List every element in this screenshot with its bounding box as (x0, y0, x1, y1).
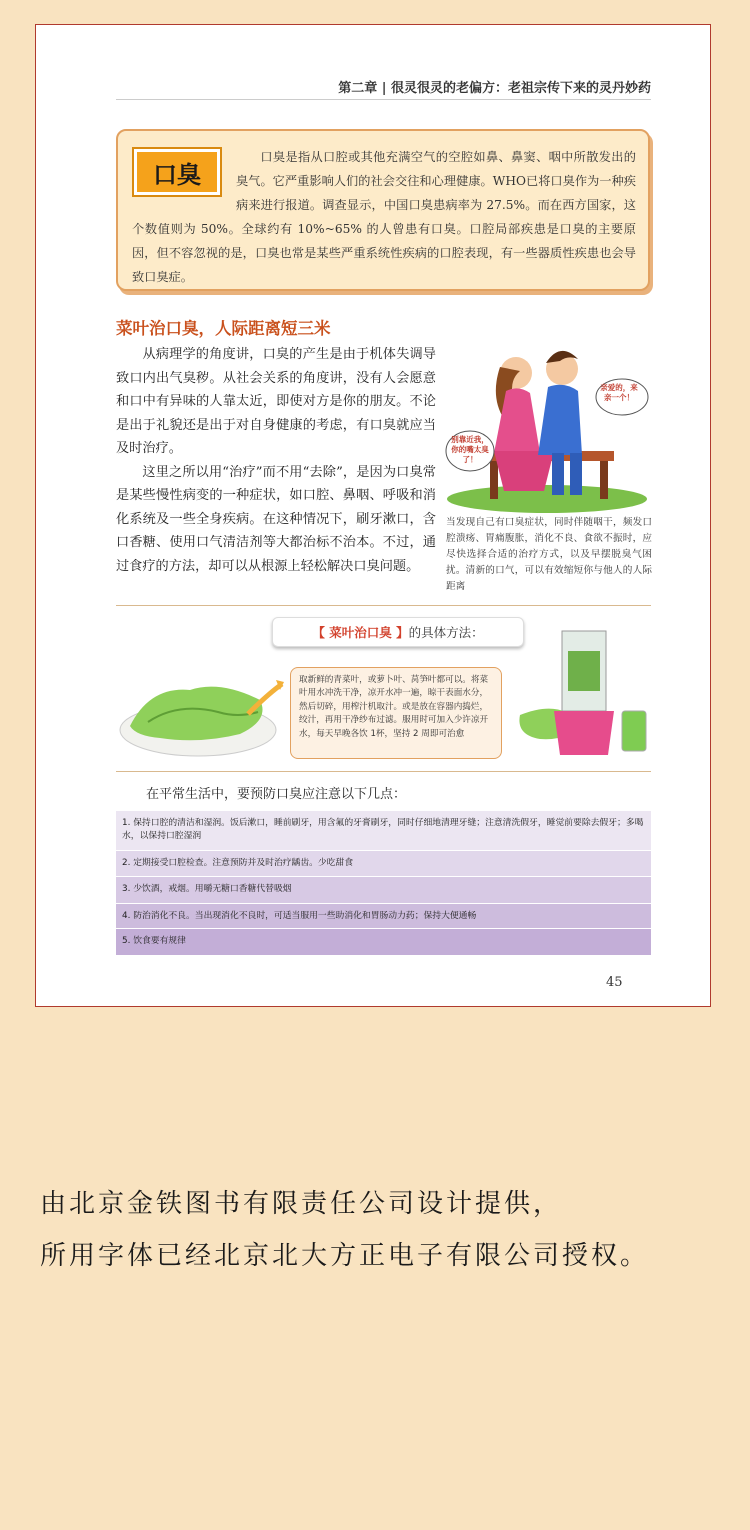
juicer-image (510, 611, 650, 761)
couple-illustration (444, 333, 650, 513)
method-banner (272, 617, 524, 647)
tip-item: 5. 饮食要有规律 (116, 929, 651, 955)
section-body (116, 343, 436, 578)
speech-bubble-woman: 别靠近我，你的嘴太臭了！ (451, 435, 489, 464)
method-divider (116, 771, 651, 772)
header-divider (116, 99, 651, 100)
recipe-box: 取新鲜的青菜叶，或萝卜叶、莴笋叶都可以。将菜叶用水冲洗干净，凉开水冲一遍，晾干表面水分，然后切碎，用榨汁机取汁。或是放在容器内捣烂，绞汁，再用干净纱布过滤。服用时可加入少许凉开水，每天早晚各饮 1杯，坚持 2 周即可治愈 (290, 667, 502, 759)
lettuce-plate-image (118, 660, 284, 760)
definition-text-wrap (132, 145, 636, 289)
section-divider (116, 605, 651, 606)
tips-list (116, 811, 651, 955)
definition-text: 口臭是指从口腔或其他充满空气的空腔如鼻、鼻窦、咽中所散发出的臭气。它严重影响人们的社会交往和心理健康。WHO已将口臭作为一种疾病来进行报道。调查显示，中国口臭患病率为 27.5%。而在西方国家，这个数值则为 50%。全球约有 10%~65% 的人曾患有口臭。口腔局部疾患是口臭的主要原因，但不容忽视的是，口臭也常是某些严重系统性疾病的口腔表现，有一些器质性疾患也会导致口臭症。 (132, 150, 636, 284)
section-title: 菜叶治口臭，人际距离短三米 (116, 319, 331, 338)
definition-badge: 口臭 (134, 149, 220, 195)
illustration-caption: 当发现自己有口臭症状，同时伴随咽干，频发口腔溃疡、胃痛腹胀，消化不良、食欲不振时，应尽快选择合适的治疗方式，以及早摆脱臭气困扰。清新的口气，可以有效缩短你与他人的人际距离 (446, 517, 652, 592)
publisher-credits (40, 1178, 730, 1282)
method-banner-rest: 的具体方法： (408, 625, 484, 640)
paragraph-1: 从病理学的角度讲，口臭的产生是由于机体失调导致口内出气臭秽。从社会关系的角度讲，没有人会愿意和口中有异味的人靠太近，即使对方是你的朋友。不论是出于礼貌还是出于对自身健康的考虑，有口臭就应当及时治疗。 (116, 347, 436, 456)
page-number: 45 (606, 975, 623, 990)
tips-intro: 在平常生活中，要预防口臭应注意以下几点： (146, 787, 407, 802)
tip-item: 4. 防治消化不良。当出现消化不良时，可适当服用一些助消化和胃肠动力药；保持大便通畅 (116, 904, 651, 929)
paragraph-2: 这里之所以用“治疗”而不用“去除”，是因为口臭常是某些慢性病变的一种症状，如口腔、鼻咽、呼吸和消化系统及一些全身疾病。在这种情况下，刷牙漱口，含口香糖、使用口气清洁剂等大都治标不治本。不过，通过食疗的方法，却可以从根源上轻松解决口臭问题。 (116, 464, 436, 574)
credits-line-2: 所用字体已经北京北大方正电子有限公司授权。 (40, 1241, 650, 1271)
speech-bubble-man: 亲爱的，来亲一个！ (600, 383, 638, 402)
tip-item: 3. 少饮酒，戒烟。用嚼无糖口香糖代替吸烟 (116, 877, 651, 904)
tip-item: 2. 定期接受口腔检查。注意预防并及时治疗龋齿。少吃甜食 (116, 851, 651, 877)
credits-line-1: 由北京金铁图书有限责任公司设计提供， (40, 1189, 563, 1219)
definition-box (116, 129, 650, 291)
tip-item: 1. 保持口腔的清洁和湿润。饭后漱口，睡前刷牙，用含氟的牙膏刷牙，同时仔细地清理牙缝；注意清洗假牙，睡觉前要除去假牙；多喝水，以保持口腔湿润 (116, 811, 651, 851)
method-banner-highlight: 【 菜叶治口臭 】 (312, 625, 409, 640)
chapter-header: 第二章 | 很灵很灵的老偏方：老祖宗传下来的灵丹妙药 (338, 81, 651, 96)
book-page (35, 24, 711, 1007)
